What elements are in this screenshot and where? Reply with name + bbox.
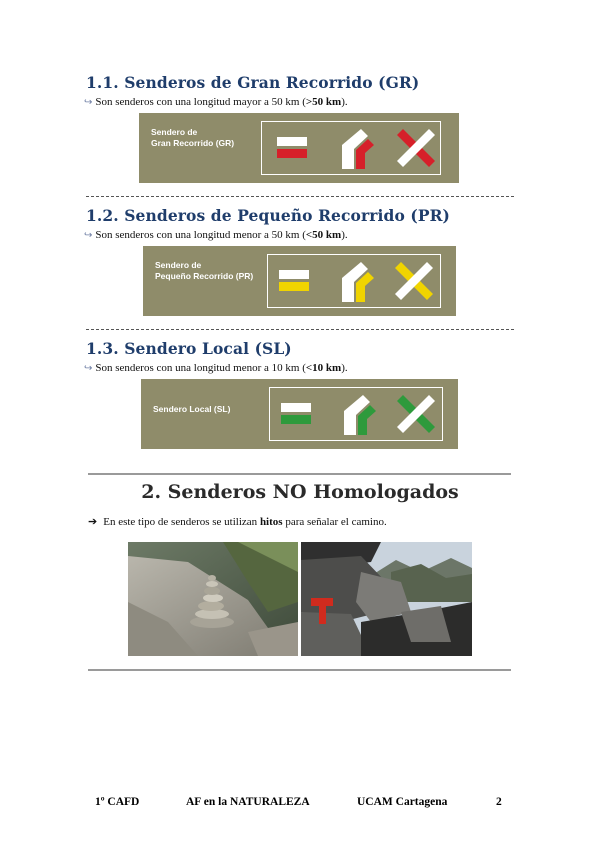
wrong-way-icon [391,389,441,439]
footer-subject: AF en la NATURALEZA [186,796,310,808]
footer-page-number: 2 [496,796,502,808]
panel-label-gr: Sendero de Gran Recorrido (GR) [151,127,235,148]
direction-change-icon [337,125,377,171]
curved-arrow-icon: ↪ [84,97,93,108]
panel-label-pr: Sendero de Pequeño Recorrido (PR) [155,260,254,281]
arrow-right-icon: ➔ [88,516,98,528]
direction-change-icon [337,258,377,304]
direction-change-icon [339,391,379,437]
section-title: 2. Senderos NO Homologados [141,481,459,503]
sign-panel-gr [139,113,459,183]
wrong-way-icon [389,256,439,306]
trail-mark-photo [301,542,472,656]
continuity-mark-icon [275,133,311,163]
heading-gr: 1.1. Senderos de Gran Recorrido (GR) [86,73,420,92]
footer-course: 1º CAFD [95,796,140,808]
wrong-way-icon [391,123,441,173]
sign-panel-sl [141,379,458,449]
curved-arrow-icon: ↪ [84,230,93,241]
bullet-gr: ↪ Son senderos con una longitud mayor a 50 km (>50 km). [84,96,348,108]
divider-solid [88,473,511,475]
curved-arrow-icon: ↪ [84,363,93,374]
divider-solid [88,669,511,671]
bullet-pr: ↪ Son senderos con una longitud menor a 50 km (<50 km). [84,229,348,241]
footer-institution: UCAM Cartagena [357,796,448,808]
heading-sl: 1.3. Sendero Local (SL) [86,339,292,358]
cairn-photo [128,542,298,656]
divider-dashed [86,329,514,330]
section2-text: ➔ En este tipo de senderos se utilizan hitos para señalar el camino. [88,516,387,528]
heading-pr: 1.2. Senderos de Pequeño Recorrido (PR) [86,206,450,225]
continuity-mark-icon [279,399,315,429]
bullet-sl: ↪ Son senderos con una longitud menor a 10 km (<10 km). [84,362,348,374]
panel-label-sl: Sendero Local (SL) [153,404,231,414]
divider-dashed [86,196,514,197]
sign-panel-pr [143,246,456,316]
continuity-mark-icon [277,266,313,296]
